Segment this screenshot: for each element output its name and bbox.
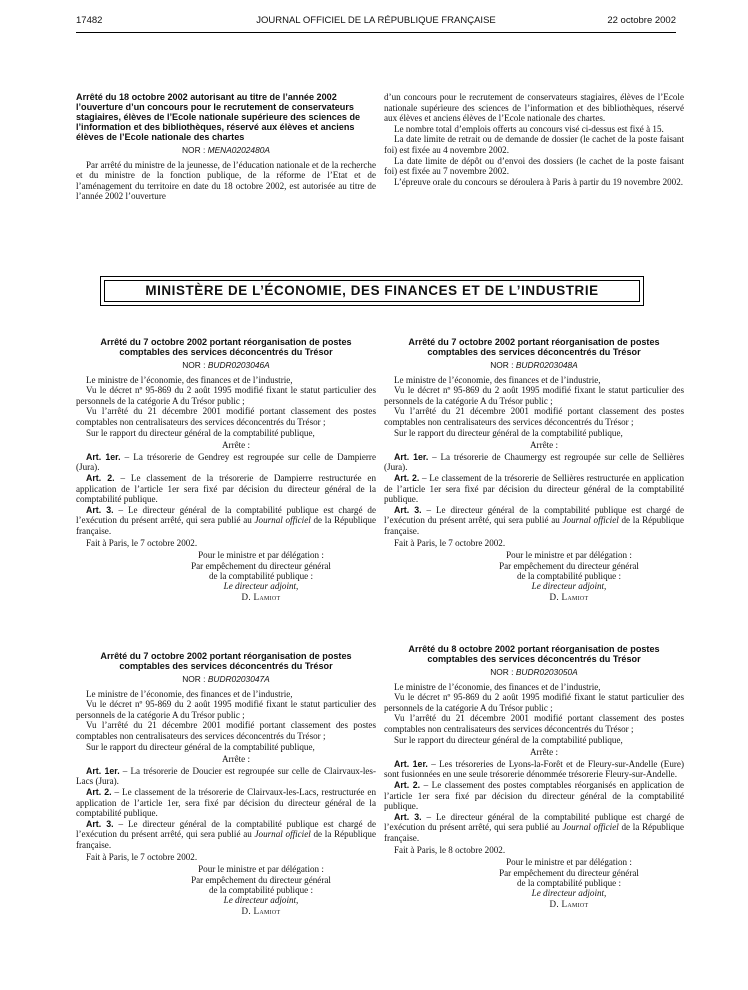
paragraph: Le ministre de l’économie, des finances et de l’industrie, (394, 681, 601, 692)
page-number: 17482 (76, 15, 103, 26)
article-block (76, 337, 376, 602)
paragraph: Le ministre de l’économie, des finances et de l’industrie, (86, 374, 293, 385)
paragraph: Le ministre de l’économie, des finances et de l’industrie, (86, 688, 293, 699)
arrete-label: Arrête : (529, 747, 559, 758)
article-title: Arrêté du 18 octobre 2002 autorisant au titre de l’année 2002 l’ouverture d’un concours pour le recrutement de conservateurs stagiaires, élèves de l’Ecole nationale supérieure des sciences de l’information et des bibliothèques, réservé aux élèves et anciens élèves de l’Ecole nationale des chartes (76, 92, 361, 142)
signature-block: Pour le ministre et par délégation : Par empêchement du directeur général de la comptabilité publique : Le directeur adjoint, D. Lamiot (191, 550, 331, 602)
signing-place-date: Fait à Paris, le 7 octobre 2002. (394, 537, 506, 548)
article-2: Art. 2. – Le classement de la trésorerie de Dampierre restructurée en application de l’article 1er sera fixé par décision du directeur général de la comptabilité publique. (76, 472, 376, 505)
article-block (384, 644, 684, 909)
article-2: Art. 2. – Le classement de la trésorerie de Sellières restructurée en application de l’article 1er sera fixé par décision du directeur général de la comptabilité publique. (384, 472, 684, 505)
paragraph: Vu le décret nº 95-869 du 2 août 1995 modifié fixant le statut particulier des personnels de la catégorie A du Trésor public ; (384, 692, 684, 713)
paragraph: Sur le rapport du directeur général de la comptabilité publique, (86, 427, 315, 438)
paragraph: Sur le rapport du directeur général de la comptabilité publique, (394, 427, 623, 438)
arrete-label: Arrête : (529, 440, 559, 451)
paragraph: Le nombre total d’emplois offerts au concours visé ci-dessus est fixé à 15. (394, 123, 664, 134)
ministry-heading: MINISTÈRE DE L’ÉCONOMIE, DES FINANCES ET DE L’INDUSTRIE (104, 280, 640, 302)
nor-reference: NOR : MENA0202480A (182, 145, 270, 155)
paragraph: Vu l’arrêté du 21 décembre 2001 modifié portant classement des postes comptables non centralisateurs des services déconcentrés du Trésor ; (76, 406, 376, 427)
paragraph: Sur le rapport du directeur général de la comptabilité publique, (86, 741, 315, 752)
paragraph: Vu le décret nº 95-869 du 2 août 1995 modifié fixant le statut particulier des personnels de la catégorie A du Trésor public ; (76, 385, 376, 406)
paragraph: Vu l’arrêté du 21 décembre 2001 modifié portant classement des postes comptables non centralisateurs des services déconcentrés du Trésor ; (76, 720, 376, 741)
ministry-heading-box (100, 276, 644, 306)
paragraph: Le ministre de l’économie, des finances et de l’industrie, (394, 374, 601, 385)
paragraph: d’un concours pour le recrutement de conservateurs stagiaires, élèves de l’Ecole nationale supérieure des sciences de l’information et des bibliothèques, réservé aux élèves et anciens élèves de l’Ecole nationale des chartes. (384, 92, 684, 124)
article-1: Art. 1er. – La trésorerie de Gendrey est regroupée sur celle de Dampierre (Jura). (76, 451, 376, 473)
article-1: Art. 1er. – La trésorerie de Doucier est regroupée sur celle de Clairvaux-les-Lacs (Jura). (76, 765, 376, 787)
page-header (76, 12, 676, 33)
paragraph: Vu le décret nº 95-869 du 2 août 1995 modifié fixant le statut particulier des personnels de la catégorie A du Trésor public ; (384, 385, 684, 406)
paragraph: La date limite de retrait ou de demande de dossier (le cachet de la poste faisant foi) est fixée au 4 novembre 2002. (384, 134, 684, 155)
article-block (384, 337, 684, 602)
paragraph: L’épreuve orale du concours se déroulera à Paris à partir du 19 novembre 2002. (394, 176, 684, 187)
article-1: Art. 1er. – La trésorerie de Chaumergy est regroupée sur celle de Sellières (Jura). (384, 451, 685, 473)
signature-block: Pour le ministre et par délégation : Par empêchement du directeur général de la comptabilité publique : Le directeur adjoint, D. Lamiot (191, 864, 331, 916)
article-2: Art. 2. – Le classement des postes comptables réorganisés en application de l’article 1er sera fixé par décision du directeur général de la comptabilité publique. (384, 779, 684, 812)
article-3: Art. 3. – Le directeur général de la comptabilité publique est chargé de l’exécution du présent arrêté, qui sera publié au Journal officiel de la République française. (76, 504, 376, 536)
nor-reference: NOR : BUDR0203048A (490, 360, 578, 370)
article-title: Arrêté du 8 octobre 2002 portant réorganisation de postes comptables des services déconcentrés du Trésor (408, 644, 660, 664)
article-title: Arrêté du 7 octobre 2002 portant réorganisation de postes comptables des services déconcentrés du Trésor (408, 337, 660, 357)
signing-place-date: Fait à Paris, le 8 octobre 2002. (394, 844, 506, 855)
journal-title: JOURNAL OFFICIEL DE LA RÉPUBLIQUE FRANÇAISE (256, 15, 496, 26)
paragraph: Sur le rapport du directeur général de la comptabilité publique, (394, 734, 623, 745)
top-article-left (76, 92, 376, 202)
paragraph: Vu le décret nº 95-869 du 2 août 1995 modifié fixant le statut particulier des personnels de la catégorie A du Trésor public ; (76, 699, 376, 720)
article-3: Art. 3. – Le directeur général de la comptabilité publique est chargé de l’exécution du présent arrêté, qui sera publié au Journal officiel de la République française. (76, 818, 376, 850)
article-2: Art. 2. – Le classement de la trésorerie de Clairvaux-les-Lacs, restructurée en application de l’article 1er, sera fixé par décision du directeur général de la comptabilité publique. (76, 786, 376, 819)
paragraph: Par arrêté du ministre de la jeunesse, de l’éducation nationale et de la recherche et du ministre de la fonction publique, de la réforme de l’Etat et de l’aménagement du territoire en date du 18 octobre 2002, est autorisée au titre de l’année 2002 l’ouverture (76, 159, 376, 202)
signing-place-date: Fait à Paris, le 7 octobre 2002. (86, 851, 198, 862)
paragraph: La date limite de dépôt ou d’envoi des dossiers (le cachet de la poste faisant foi) est fixée au 7 novembre 2002. (384, 155, 684, 177)
article-1: Art. 1er. – Les trésoreries de Lyons-la-Forêt et de Fleury-sur-Andelle (Eure) sont fusionnées en une seule trésorerie dénommée trésorerie Fleury-sur-Andelle. (384, 758, 685, 780)
arrete-label: Arrête : (221, 440, 251, 451)
article-block (76, 651, 376, 916)
signature-block: Pour le ministre et par délégation : Par empêchement du directeur général de la comptabilité publique : Le directeur adjoint, D. Lamiot (499, 550, 639, 602)
article-title: Arrêté du 7 octobre 2002 portant réorganisation de postes comptables des services déconcentrés du Trésor (100, 337, 352, 357)
signature-block: Pour le ministre et par délégation : Par empêchement du directeur général de la comptabilité publique : Le directeur adjoint, D. Lamiot (499, 857, 639, 909)
paragraph: Vu l’arrêté du 21 décembre 2001 modifié portant classement des postes comptables non centralisateurs des services déconcentrés du Trésor ; (384, 406, 684, 427)
nor-reference: NOR : BUDR0203046A (182, 360, 270, 370)
top-article-right (384, 92, 684, 187)
signing-place-date: Fait à Paris, le 7 octobre 2002. (86, 537, 198, 548)
issue-date: 22 octobre 2002 (607, 15, 676, 26)
article-3: Art. 3. – Le directeur général de la comptabilité publique est chargé de l’exécution du présent arrêté, qui sera publié au Journal officiel de la République française. (384, 504, 684, 536)
article-title: Arrêté du 7 octobre 2002 portant réorganisation de postes comptables des services déconcentrés du Trésor (100, 651, 352, 671)
arrete-label: Arrête : (221, 754, 251, 765)
paragraph: Vu l’arrêté du 21 décembre 2001 modifié portant classement des postes comptables non centralisateurs des services déconcentrés du Trésor ; (384, 713, 684, 734)
article-3: Art. 3. – Le directeur général de la comptabilité publique est chargé de l’exécution du présent arrêté, qui sera publié au Journal officiel de la République française. (384, 811, 684, 843)
nor-reference: NOR : BUDR0203050A (490, 667, 578, 677)
nor-reference: NOR : BUDR0203047A (182, 674, 270, 684)
